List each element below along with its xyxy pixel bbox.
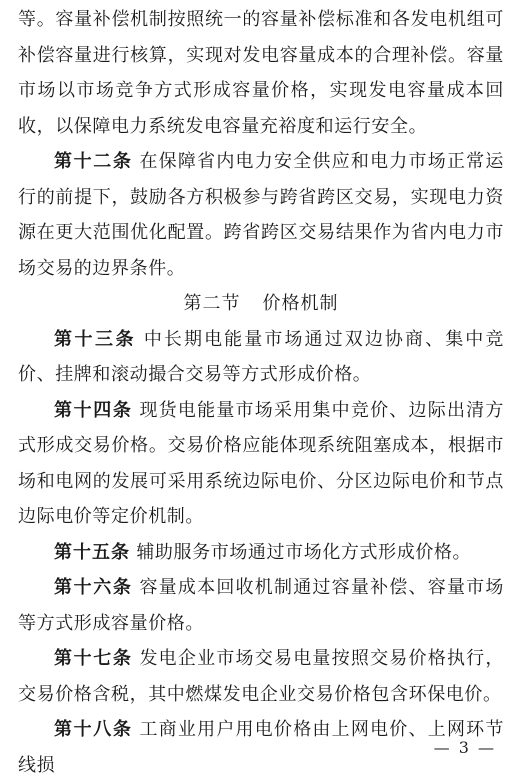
article-number: 第十六条: [54, 577, 133, 598]
article-13: [18, 322, 504, 393]
article-14: [18, 393, 504, 535]
article-text: 中长期电能量市场通过双边协商、集中竞价、挂牌和滚动撮合交易等方式形成价格。: [18, 328, 505, 385]
article-18: [18, 712, 504, 783]
article-12: [18, 144, 504, 286]
continued-paragraph: [18, 2, 504, 144]
article-number: 第十八条: [54, 719, 133, 740]
article-text: 现货电能量市场采用集中竞价、边际出清方式形成交易价格。交易价格应能体现系统阻塞成本，根据市场和电网的发展可采用系统边际电价、分区边际电价和节点边际电价等定价机制。: [18, 399, 504, 527]
article-text: 工商业用户用电价格由上网电价、上网环节线损: [18, 719, 504, 776]
article-number: 第十五条: [54, 541, 130, 563]
article-number: 第十二条: [54, 151, 133, 172]
article-text: 辅助服务市场通过市场化方式形成价格。: [136, 541, 472, 563]
document-page: [18, 2, 504, 783]
article-number: 第十七条: [54, 648, 133, 669]
section-number: 第二节: [183, 293, 241, 314]
article-text: 容量成本回收机制通过容量补偿、容量市场等方式形成容量价格。: [18, 577, 504, 634]
article-15: [18, 535, 504, 571]
section-title: 价格机制: [262, 293, 339, 314]
page-number: — 3 —: [433, 738, 496, 757]
article-16: [18, 570, 504, 641]
article-17: [18, 641, 504, 712]
article-text: 在保障省内电力安全供应和电力市场正常运行的前提下，鼓励各方积极参与跨省跨区交易，实现电力资源在更大范围优化配置。跨省跨区交易结果作为省内电力市场交易的边界条件。: [18, 151, 504, 279]
section-heading: [18, 286, 504, 322]
article-text: 发电企业市场交易电量按照交易价格执行，交易价格含税，其中燃煤发电企业交易价格包含环保电价。: [18, 648, 504, 705]
paragraph-text: 等。容量补偿机制按照统一的容量补偿标准和各发电机组可补偿容量进行核算，实现对发电容量成本的合理补偿。容量市场以市场竞争方式形成容量价格，实现发电容量成本回收，以保障电力系统发电容量充裕度和运行安全。: [18, 9, 504, 137]
article-number: 第十三条: [54, 328, 136, 350]
article-number: 第十四条: [54, 399, 133, 421]
